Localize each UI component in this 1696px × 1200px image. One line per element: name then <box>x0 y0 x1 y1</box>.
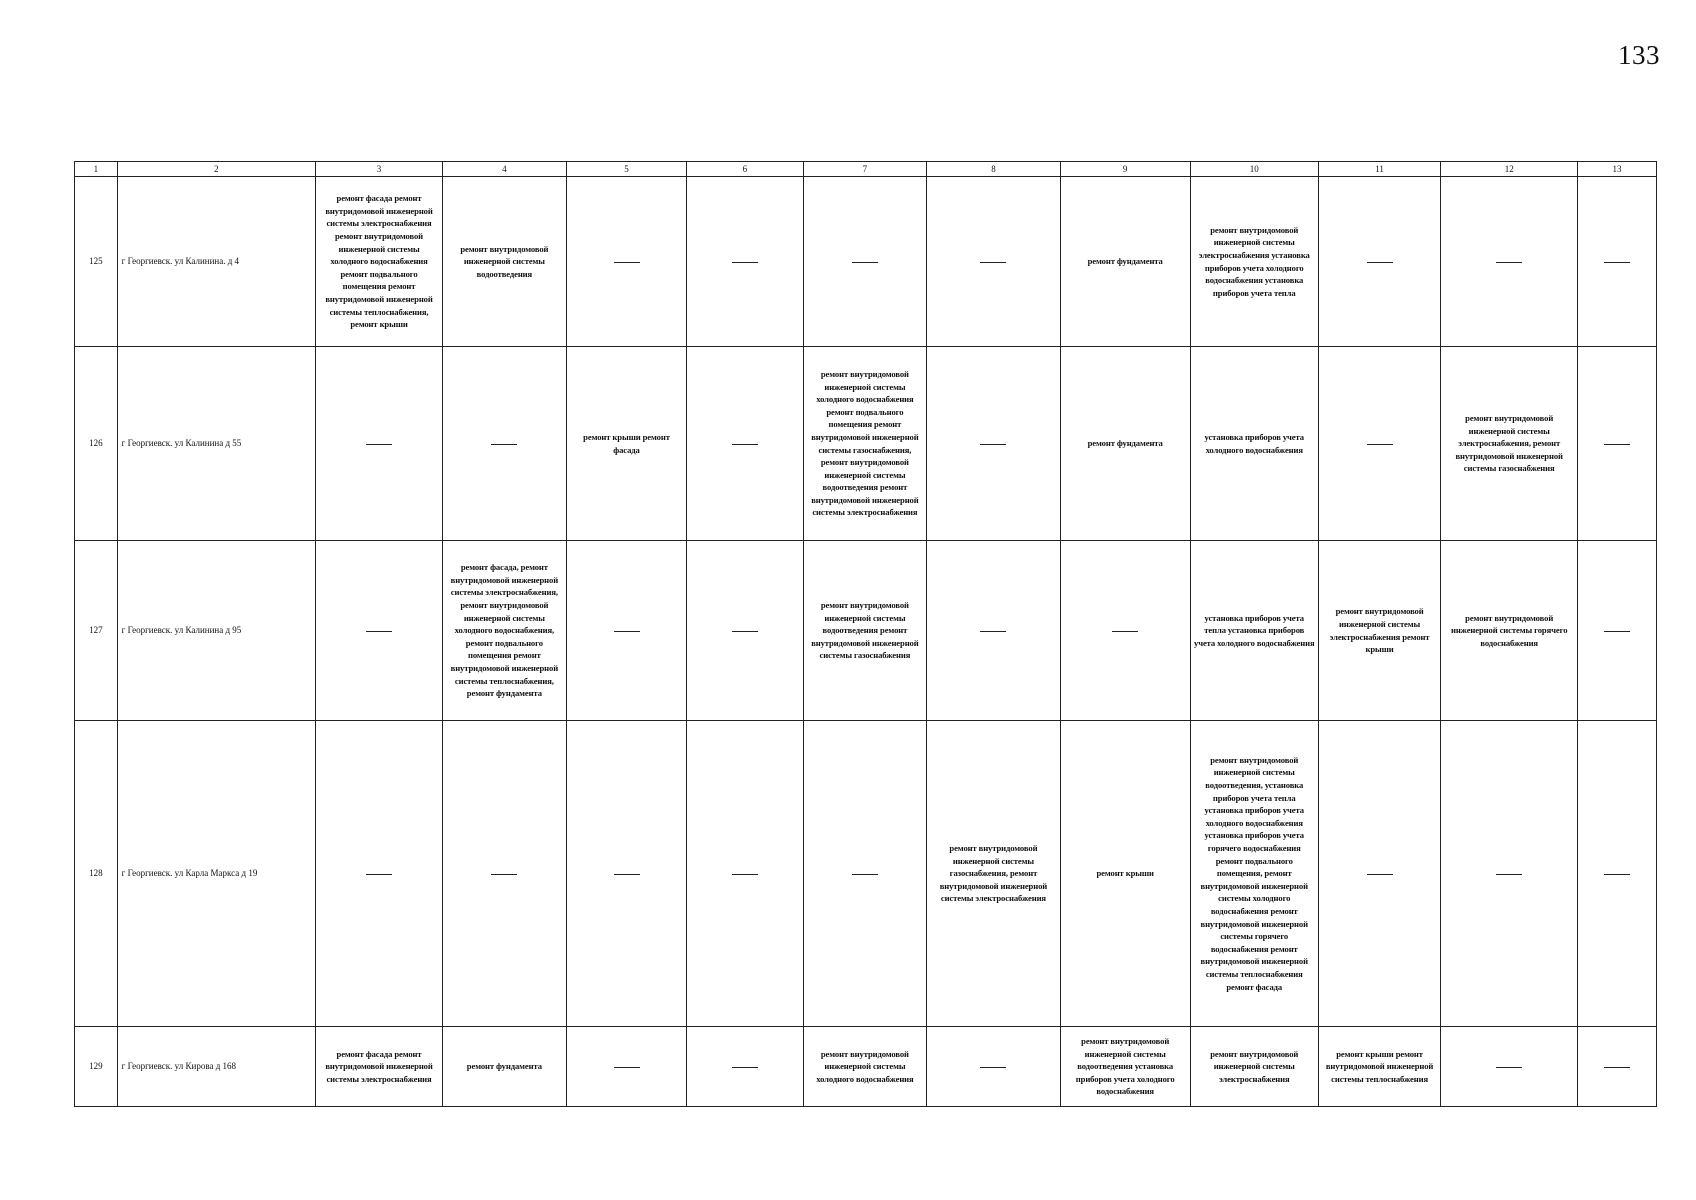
table-row <box>75 721 1657 1027</box>
table-cell <box>566 721 687 1027</box>
table-cell: ремонт крыши <box>1060 721 1190 1027</box>
row-number: 128 <box>75 721 118 1027</box>
table-cell: ремонт внутридомовой инженерной системы электроснабжения, ремонт внутридомовой инженерной системы газоснабжения <box>1441 347 1578 541</box>
repair-schedule-table <box>74 161 1657 1107</box>
empty-dash <box>1496 874 1522 875</box>
table-cell: ремонт фундамента <box>1060 347 1190 541</box>
table-cell <box>927 1027 1060 1107</box>
table-cell <box>927 541 1060 721</box>
table-cell <box>1318 177 1441 347</box>
column-header: 6 <box>687 162 803 177</box>
table-cell: ремонт внутридомовой инженерной системы электроснабжения <box>1190 1027 1318 1107</box>
table-cell: ремонт фундамента <box>1060 177 1190 347</box>
table-cell <box>927 347 1060 541</box>
column-header: 7 <box>803 162 927 177</box>
row-number: 129 <box>75 1027 118 1107</box>
page-number: 133 <box>1618 40 1660 70</box>
table-cell <box>687 177 803 347</box>
table-cell: ремонт фасада ремонт внутридомовой инженерной системы электроснабжения ремонт внутридомовой инженерной системы холодного водоснабжения ремонт подвального помещения ремонт внутридомовой инженерной системы теплоснабжения, ремонт крыши <box>316 177 443 347</box>
address-cell: г Георгиевск. ул Калинина д 55 <box>117 347 315 541</box>
empty-dash <box>614 1067 640 1068</box>
column-header: 2 <box>117 162 315 177</box>
empty-dash <box>1604 631 1630 632</box>
table-cell <box>566 177 687 347</box>
empty-dash <box>614 262 640 263</box>
table-cell <box>443 347 567 541</box>
empty-dash <box>980 631 1006 632</box>
row-number: 127 <box>75 541 118 721</box>
table-cell: ремонт фасада, ремонт внутридомовой инженерной системы электроснабжения, ремонт внутридомовой инженерной системы холодного водоснабжения, ремонт подвального помещения ремонт внутридомовой инженерной системы теплоснабжения, ремонт фундамента <box>443 541 567 721</box>
empty-dash <box>491 444 517 445</box>
empty-dash <box>732 874 758 875</box>
column-header: 12 <box>1441 162 1578 177</box>
empty-dash <box>366 631 392 632</box>
column-header: 8 <box>927 162 1060 177</box>
table-cell <box>1318 347 1441 541</box>
table-cell: ремонт внутридомовой инженерной системы водоотведения, установка приборов учета тепла установка приборов учета холодного водоснабжения установка приборов учета горячего водоснабжения ремонт подвального помещения, ремонт внутридомовой инженерной системы холодного водоснабжения ремонт внутридомовой инженерной системы горячего водоснабжения ремонт внутридомовой инженерной системы теплоснабжения ремонт фасада <box>1190 721 1318 1027</box>
table-cell: ремонт внутридомовой инженерной системы холодного водоснабжения ремонт подвального помещения ремонт внутридомовой инженерной системы газоснабжения, ремонт внутридомовой инженерной системы водоотведения ремонт внутридомовой инженерной системы электроснабжения <box>803 347 927 541</box>
column-header: 10 <box>1190 162 1318 177</box>
table-cell: ремонт внутридомовой инженерной системы электроснабжения ремонт крыши <box>1318 541 1441 721</box>
table-row <box>75 1027 1657 1107</box>
table-cell: ремонт внутридомовой инженерной системы холодного водоснабжения <box>803 1027 927 1107</box>
column-number-row <box>75 162 1657 177</box>
table-cell <box>1060 541 1190 721</box>
empty-dash <box>1604 262 1630 263</box>
column-header: 9 <box>1060 162 1190 177</box>
table-row <box>75 177 1657 347</box>
table-cell <box>1441 1027 1578 1107</box>
row-number: 125 <box>75 177 118 347</box>
table-cell <box>1577 347 1656 541</box>
address-cell: г Георгиевск. ул Карла Маркса д 19 <box>117 721 315 1027</box>
table-cell: ремонт крыши ремонт внутридомовой инженерной системы теплоснабжения <box>1318 1027 1441 1107</box>
empty-dash <box>1496 262 1522 263</box>
empty-dash <box>366 874 392 875</box>
empty-dash <box>491 874 517 875</box>
empty-dash <box>732 444 758 445</box>
column-header: 5 <box>566 162 687 177</box>
column-header: 13 <box>1577 162 1656 177</box>
empty-dash <box>1112 631 1138 632</box>
table-cell: ремонт фасада ремонт внутридомовой инженерной системы электроснабжения <box>316 1027 443 1107</box>
address-cell: г Георгиевск. ул Кирова д 168 <box>117 1027 315 1107</box>
empty-dash <box>852 874 878 875</box>
column-header: 11 <box>1318 162 1441 177</box>
table-cell: ремонт крыши ремонт фасада <box>566 347 687 541</box>
table-cell <box>1577 721 1656 1027</box>
empty-dash <box>980 1067 1006 1068</box>
table-cell <box>1577 541 1656 721</box>
empty-dash <box>1367 262 1393 263</box>
empty-dash <box>1604 874 1630 875</box>
table-cell <box>1577 177 1656 347</box>
empty-dash <box>980 444 1006 445</box>
table-cell <box>687 347 803 541</box>
empty-dash <box>732 262 758 263</box>
table-cell: ремонт внутридомовой инженерной системы водоотведения <box>443 177 567 347</box>
empty-dash <box>1367 874 1393 875</box>
table-cell <box>316 721 443 1027</box>
table-cell <box>1577 1027 1656 1107</box>
table-cell <box>1318 721 1441 1027</box>
table-row <box>75 347 1657 541</box>
table-cell <box>1441 177 1578 347</box>
table-cell: ремонт внутридомовой инженерной системы водоотведения ремонт внутридомовой инженерной системы газоснабжения <box>803 541 927 721</box>
table-cell <box>1441 721 1578 1027</box>
address-cell: г Георгиевск. ул Калинина. д 4 <box>117 177 315 347</box>
table-cell <box>566 1027 687 1107</box>
table-cell <box>316 541 443 721</box>
table-cell <box>566 541 687 721</box>
row-number: 126 <box>75 347 118 541</box>
empty-dash <box>732 1067 758 1068</box>
empty-dash <box>732 631 758 632</box>
table-cell: установка приборов учета тепла установка приборов учета холодного водоснабжения <box>1190 541 1318 721</box>
table-cell <box>687 721 803 1027</box>
empty-dash <box>1496 1067 1522 1068</box>
table-row <box>75 541 1657 721</box>
table-cell <box>443 721 567 1027</box>
table-cell <box>316 347 443 541</box>
table-cell: ремонт внутридомовой инженерной системы водоотведения установка приборов учета холодного водоснабжения <box>1060 1027 1190 1107</box>
column-header: 4 <box>443 162 567 177</box>
table-cell: ремонт фундамента <box>443 1027 567 1107</box>
table-cell: ремонт внутридомовой инженерной системы газоснабжения, ремонт внутридомовой инженерной системы электроснабжения <box>927 721 1060 1027</box>
column-header: 1 <box>75 162 118 177</box>
table-cell <box>927 177 1060 347</box>
table-cell: ремонт внутридомовой инженерной системы электроснабжения установка приборов учета холодного водоснабжения установка приборов учета тепла <box>1190 177 1318 347</box>
table-cell <box>687 541 803 721</box>
table-cell <box>803 177 927 347</box>
empty-dash <box>852 262 878 263</box>
table-cell <box>803 721 927 1027</box>
address-cell: г Георгиевск. ул Калинина д 95 <box>117 541 315 721</box>
empty-dash <box>980 262 1006 263</box>
column-header: 3 <box>316 162 443 177</box>
table-cell <box>687 1027 803 1107</box>
empty-dash <box>1367 444 1393 445</box>
table-cell: ремонт внутридомовой инженерной системы горячего водоснабжения <box>1441 541 1578 721</box>
empty-dash <box>366 444 392 445</box>
empty-dash <box>1604 444 1630 445</box>
empty-dash <box>614 631 640 632</box>
table-cell: установка приборов учета холодного водоснабжения <box>1190 347 1318 541</box>
empty-dash <box>1604 1067 1630 1068</box>
empty-dash <box>614 874 640 875</box>
